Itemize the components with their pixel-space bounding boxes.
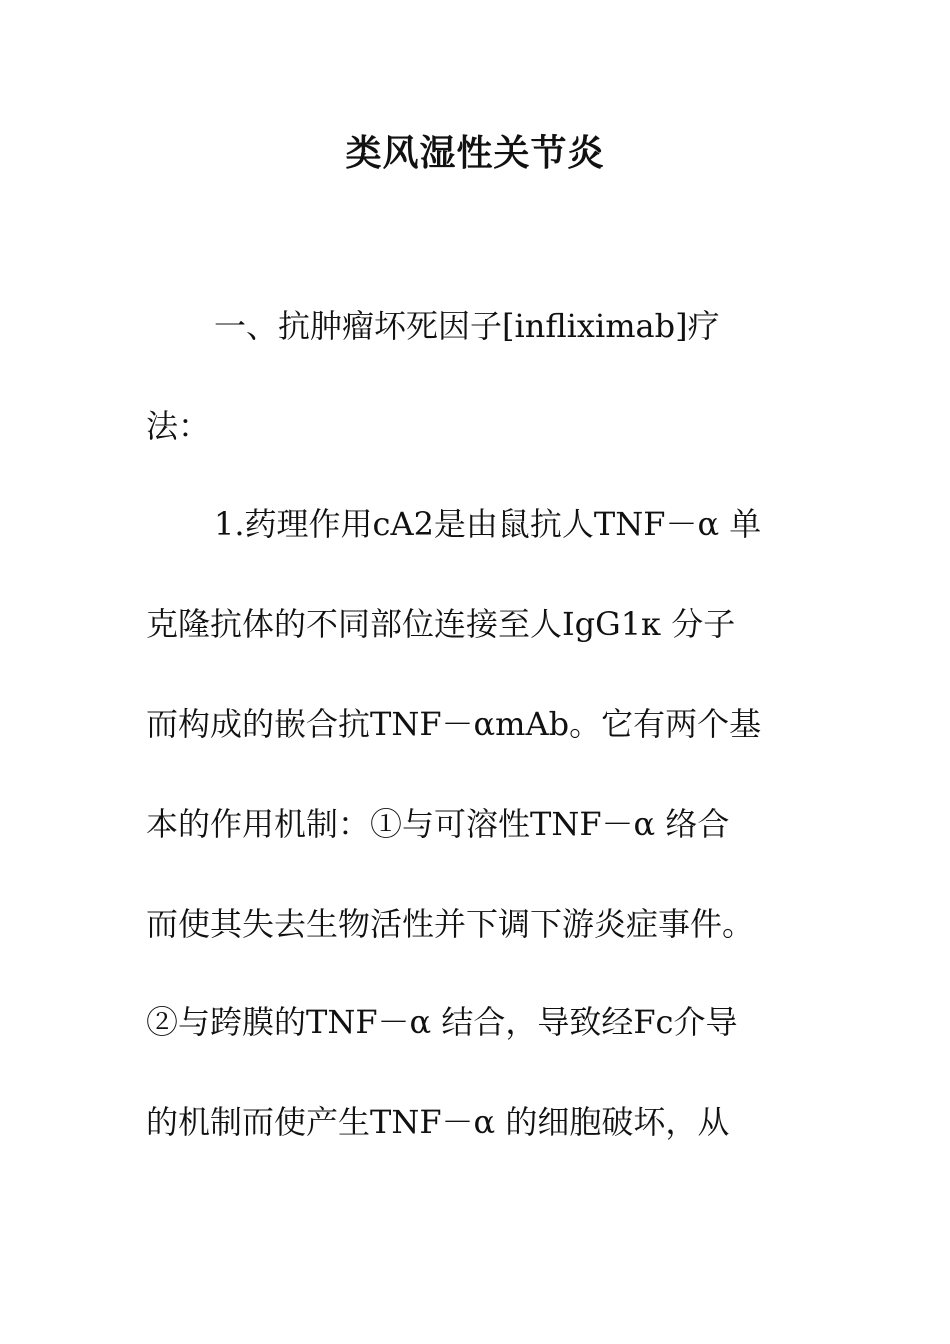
paragraph-line: 的机制而使产生TNF－α 的细胞破坏，从 — [146, 1103, 730, 1141]
paragraph-line: 一、抗肿瘤坏死因子[infliximab]疗 — [214, 307, 720, 345]
paragraph-line: 本的作用机制：①与可溶性TNF－α 络合 — [146, 805, 730, 843]
paragraph-line: ②与跨膜的TNF－α 结合，导致经Fc介导 — [146, 1003, 738, 1041]
paragraph-line: 法： — [146, 407, 211, 445]
document-title: 类风湿性关节炎 — [345, 133, 605, 174]
paragraph-line: 而使其失去生物活性并下调下游炎症事件。 — [146, 905, 755, 943]
paragraph-line: 1.药理作用cA2是由鼠抗人TNF－α 单 — [214, 505, 762, 543]
paragraph-line: 而构成的嵌合抗TNF－αmAb。它有两个基 — [146, 705, 762, 743]
paragraph-line: 克隆抗体的不同部位连接至人IgG1κ 分子 — [146, 605, 736, 643]
